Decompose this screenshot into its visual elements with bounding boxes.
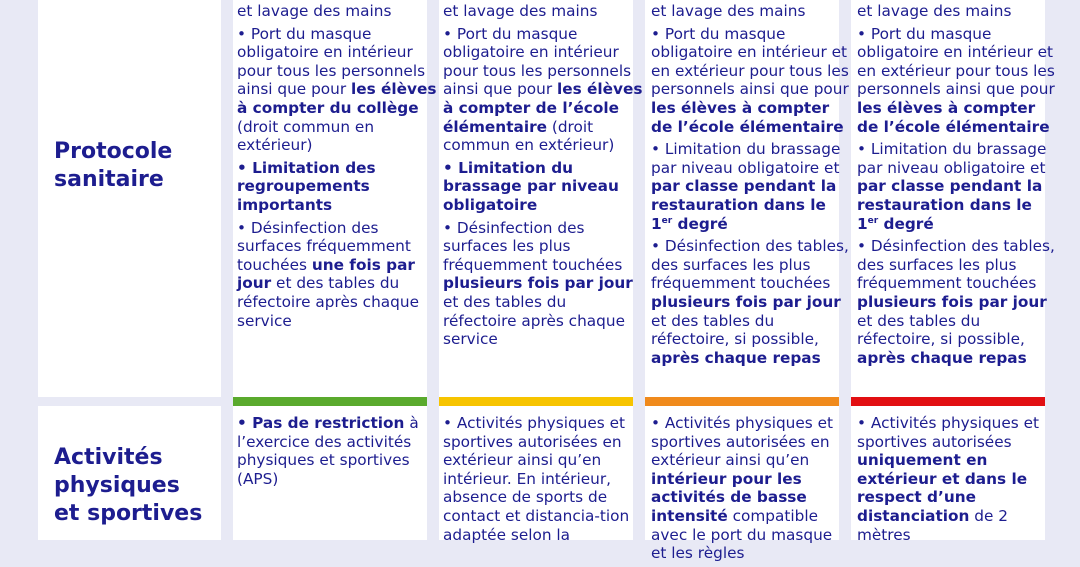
protocole-text-level-4: [857, 2, 1057, 371]
level-bar-green: [233, 397, 427, 406]
protocole-text-level-3: [651, 2, 851, 371]
paragraph: et lavage des mains: [857, 2, 1012, 20]
activites-text-level-3: [651, 414, 851, 567]
row-title-line: et sportives: [54, 501, 203, 526]
bullet-limitation: • Limitation du brassage par niveau obligatoire: [443, 158, 619, 214]
bullet-aps: • Activités physiques et sportives autorisées uniquement en extérieur et dans le respect d’une distanciation de 2 mètres: [857, 414, 1040, 544]
bullet-masque: • Port du masque obligatoire en intérieur pour tous les personnels ainsi que pour les élèves à compter de l’école élémentaire (droit commun en extérieur): [443, 24, 643, 155]
bullet-aps: • Pas de restriction à l’exercice des activités physiques et sportives (APS): [237, 414, 419, 488]
bullet-aps: • Activités physiques et sportives autorisées en extérieur ainsi qu’en intérieur. En intérieur, absence de sports de contact et distancia-tion adaptée selon la: [443, 414, 630, 544]
bullet-masque: • Port du masque obligatoire en intérieur et en extérieur pour tous les personnels ainsi que pour les élèves à compter de l’école élémentaire: [857, 24, 1055, 136]
bullet-desinfection: • Désinfection des surfaces les plus fréquemment touchées plusieurs fois par jour et des tables du réfectoire après chaque service: [443, 218, 633, 349]
level-bar-yellow: [439, 397, 633, 406]
level-bar-orange: [645, 397, 839, 406]
bullet-masque: • Port du masque obligatoire en intérieur pour tous les personnels ainsi que pour les élèves à compter du collège (droit commun en extérieur): [237, 24, 437, 155]
bullet-limitation: • Limitation des regroupements importants: [237, 158, 376, 214]
protocole-text-level-1: [237, 2, 437, 334]
level-bar-red: [851, 397, 1045, 406]
row-header-cell-protocole: [38, 0, 221, 397]
protocole-text-level-2: [443, 2, 643, 353]
bullet-masque: • Port du masque obligatoire en intérieur et en extérieur pour tous les personnels ainsi que pour les élèves à compter de l’école élémentaire: [651, 24, 849, 136]
activites-text-level-1: [237, 414, 437, 492]
bullet-desinfection: • Désinfection des tables, des surfaces les plus fréquemment touchées plusieurs fois par jour et des tables du réfectoire, si possible, après chaque repas: [651, 237, 849, 367]
paragraph: et lavage des mains: [651, 2, 806, 20]
bullet-desinfection: • Désinfection des tables, des surfaces les plus fréquemment touchées plusieurs fois par jour et des tables du réfectoire, si possible, après chaque repas: [857, 237, 1055, 367]
row-title-line: physiques: [54, 473, 180, 498]
bullet-aps: • Activités physiques et sportives autorisées en extérieur ainsi qu’en intérieur pour les activités de basse intensité compatible avec le port du masque et les règles: [651, 414, 834, 563]
paragraph: et lavage des mains: [443, 2, 598, 20]
row-title-line: sanitaire: [54, 167, 164, 192]
row-title-protocole-sanitaire: [54, 138, 172, 194]
activites-text-level-4: [857, 414, 1057, 548]
row-title-line: Activités: [54, 445, 163, 470]
row-title-line: Protocole: [54, 139, 173, 164]
bullet-desinfection: • Désinfection des surfaces fréquemment touchées une fois par jour et des tables du réfectoire après chaque service: [237, 218, 419, 330]
bullet-limitation: • Limitation du brassage par niveau obligatoire et par classe pendant la restauration dans le 1er degré: [651, 140, 841, 233]
paragraph: et lavage des mains: [237, 2, 392, 20]
row-title-activites-physiques: [54, 444, 202, 528]
activites-text-level-2: [443, 414, 643, 548]
bullet-limitation: • Limitation du brassage par niveau obligatoire et par classe pendant la restauration dans le 1er degré: [857, 140, 1047, 233]
